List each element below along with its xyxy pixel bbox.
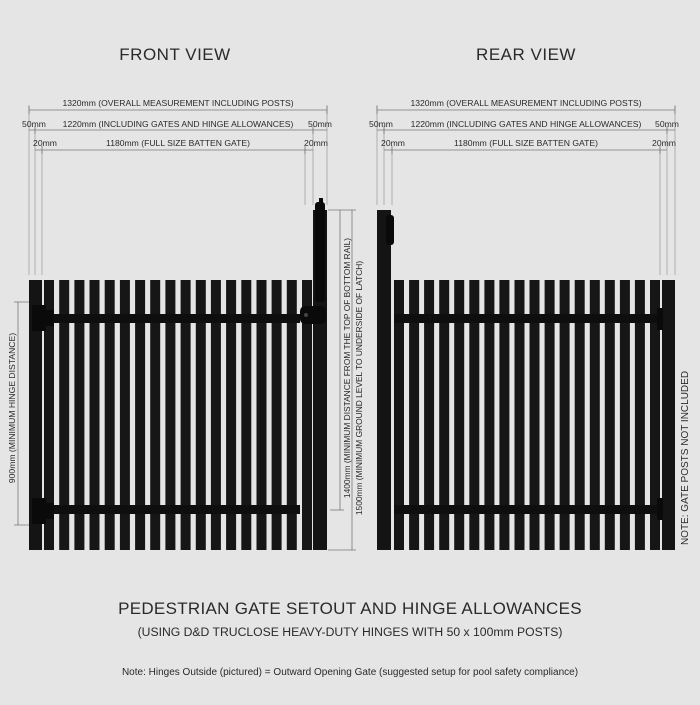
front-dim-gate-hinge: [22, 119, 332, 134]
rear-dim-overall-label: 1320mm (OVERALL MEASUREMENT INCLUDING POSTS): [410, 98, 642, 108]
rear-hinge-post: [662, 280, 675, 550]
caption-subtitle: (USING D&D TRUCLOSE HEAVY-DUTY HINGES WITH 50 x 100mm POSTS): [137, 625, 563, 639]
rear-view-title: REAR VIEW: [476, 45, 576, 64]
front-dim-latch: [328, 210, 364, 550]
front-dim-overall: [29, 98, 327, 114]
caption-title: PEDESTRIAN GATE SETOUT AND HINGE ALLOWANCES: [118, 599, 582, 618]
front-dim-batten: [33, 138, 328, 154]
rear-dim-gate-hinge-label: 1220mm (INCLUDING GATES AND HINGE ALLOWANCES): [410, 119, 642, 129]
rear-bottom-rail: [394, 505, 658, 514]
rear-dim-right-allow-label: 20mm: [652, 138, 676, 148]
front-extension-lines: [29, 105, 327, 275]
front-dim-batten-label: 1180mm (FULL SIZE BATTEN GATE): [106, 138, 250, 148]
front-dim-right-post-label: 50mm: [308, 119, 332, 129]
front-dim-latch-rail-label: 1400mm (MINIMUM DISTANCE FROM THE TOP OF BOTTOM RAIL): [342, 237, 352, 499]
front-dim-left-post-label: 50mm: [22, 119, 46, 129]
front-dim-right-allow-label: 20mm: [304, 138, 328, 148]
rear-dim-left-post-label: 50mm: [369, 119, 393, 129]
front-dim-left-allow-label: 20mm: [33, 138, 57, 148]
rear-latch-post: [377, 210, 391, 550]
rear-view: [369, 45, 691, 550]
rear-dim-left-allow-label: 20mm: [381, 138, 405, 148]
rear-dim-overall: [377, 98, 675, 114]
rear-gate: [377, 210, 675, 550]
caption: [118, 599, 582, 678]
front-view-title: FRONT VIEW: [119, 45, 231, 64]
rear-top-rail: [394, 314, 658, 323]
rear-dim-gate-hinge: [369, 119, 679, 134]
rear-dim-batten: [381, 138, 676, 154]
caption-note: Note: Hinges Outside (pictured) = Outward Opening Gate (suggested setup for pool safety compliance): [121, 667, 579, 678]
gate-posts-note: NOTE: GATE POSTS NOT INCLUDED: [680, 370, 691, 546]
front-top-rail: [44, 314, 300, 323]
rear-dim-right-post-label: 50mm: [655, 119, 679, 129]
front-dim-latch-ground-label: 1500mm (MINIMUM GROUND LEVEL TO UNDERSIDE OF LATCH): [354, 260, 364, 516]
front-view: [7, 45, 364, 550]
front-bottom-rail: [44, 505, 300, 514]
front-dim-overall-label: 1320mm (OVERALL MEASUREMENT INCLUDING POSTS): [62, 98, 294, 108]
front-dim-gate-hinge-label: 1220mm (INCLUDING GATES AND HINGE ALLOWANCES): [62, 119, 294, 129]
rear-extension-lines: [377, 105, 675, 275]
rear-top-hinge-icon: [657, 308, 663, 330]
front-gate: [29, 198, 327, 550]
rear-dim-batten-label: 1180mm (FULL SIZE BATTEN GATE): [454, 138, 598, 148]
rear-latch-icon: [386, 215, 394, 245]
front-dim-hinge-distance-label: 900mm (MINIMUM HINGE DISTANCE): [7, 332, 17, 484]
rear-bottom-hinge-icon: [657, 498, 663, 520]
